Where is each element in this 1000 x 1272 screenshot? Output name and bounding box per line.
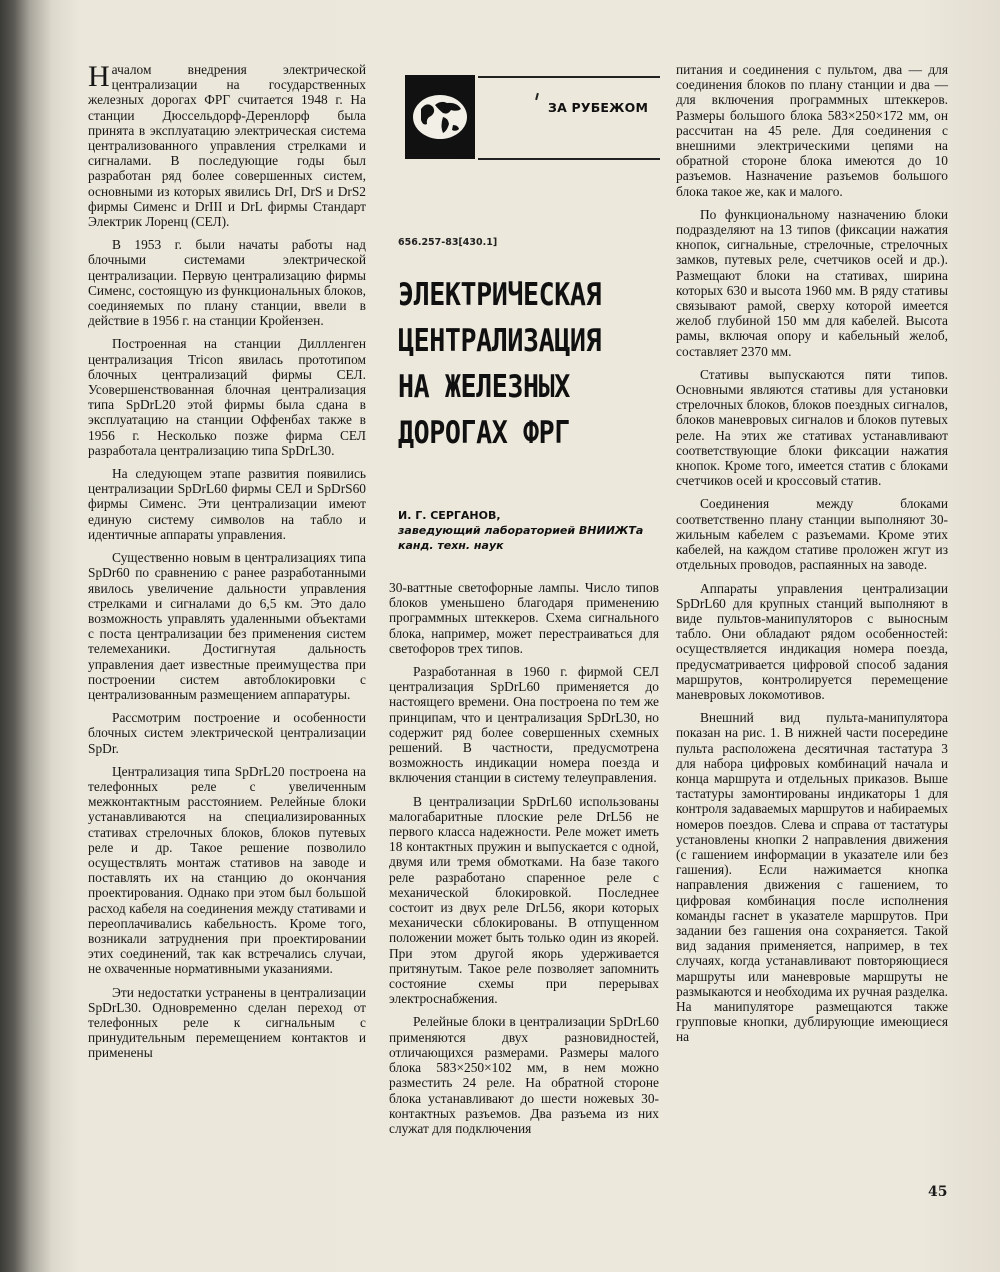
column-3 (676, 62, 948, 1212)
paragraph: Стативы выпускаются пяти типов. Основными являются стативы для установки стрелочных блоков, блоков поездных сигналов, блоков маневровых сигналов и блоков путевых реле. На этих же стативах устанавливают соответствующие блоки фиксации нажатия кнопок. Кроме того, имеется статив с блоками счетчиков осей и кроссовый статив. (676, 366, 948, 489)
paragraph: Эти недостатки устранены в централизации SpDrL30. Одновременно сделан переход от телефонных реле к сигнальным с принудительным перемещением контактов и применены (88, 984, 366, 1061)
headline-line-4: ДОРОГАХ ФРГ (398, 415, 570, 451)
rubric-top-rule (478, 76, 660, 78)
world-map-icon (405, 75, 475, 159)
paragraph: Соединения между блоками соответственно плану станции выполняют 30-жильным кабелем с разъемами. Кроме этих кабелей, на каждом стативе проложен жгут из отдельных проводов, распаянных на заводе. (676, 496, 948, 573)
paragraph: питания и соединения с пультом, два — для соединения блоков по плану станции и два — для включения программных штеккеров. Размеры большого блока 583×250×172 мм, он рассчитан на 45 реле. Для соединения с внешними электрическими цепями на обратной стороне блока имеются до 10 разъемов. Назначение разъемов большого блока такое же, как и малого. (676, 62, 948, 199)
page-number: 45 (928, 1184, 948, 1200)
paragraph: В 1953 г. были начаты работы над блочными системами электрической централизации. Первую централизацию фирмы Сименс, состоящую из функциональных блоков, соединяемых по плану станции, ввели в действие в 1956 г. на станции Кройензен. (88, 237, 366, 329)
author-degree: канд. техн. наук (398, 539, 504, 552)
paragraph: Внешний вид пульта-манипулятора показан на рис. 1. В нижней части посередине пульта расположена десятичная тастатура 3 для набора цифровых комбинаций начала и конца маршрута и отдельных приказов. Выше тастатуры замонтированы индикаторы 1 для контроля задаваемых маршрутов и набираемых номеров поездов. Слева и справа от тастатуры установлены кнопки 2 направления движения (с гашением информации в указателе или без гашения). Если нажимается кнопка направления движения с гашением, то цифровая комбинация после исполнения команды гаснет в указателе маршрутов. При задании без гашения она сохраняется. Такой вид задания применяется, например, в тех случаях, когда устанавливают повторяющиеся маршруты или маневровые маршруты не размыкаются и необходима их ручная разделка. На манипуляторе размещаются также групповые кнопки, дублирующие имеющиеся на (676, 710, 949, 1045)
column-1 (88, 62, 366, 1212)
paragraph: В централизации SpDrL60 использованы малогабаритные плоские реле DrL56 не первого класса надежности. Реле может иметь 18 контактных пружин и выпускается с одной, двумя или тремя обмотками. На базе такого реле разработано спаренное реле с механической блокировкой. Последнее состоит из двух реле DrL56, якори которых механически сблокированы. В отпущенном положении может быть только один из якорей. При этом другой якорь удерживается притянутым. Такое реле позволяет запомнить состояние схемы при перерывах электроснабжения. (389, 793, 659, 1007)
headline-line-1: ЭЛЕКТРИЧЕСКАЯ (398, 277, 602, 313)
rubric-bottom-rule (478, 158, 660, 160)
rubric-label: ЗА РУБЕЖОМ (548, 100, 649, 115)
headline-line-3: НА ЖЕЛЕЗНЫХ (398, 369, 570, 405)
paragraph: Построенная на станции Диллленген централизация Tricon явилась прототипом блочных централизаций фирмы СЕЛ. Усовершенствованная блочная централизация типа SpDrL20 этой фирмы была сдана в эксплуатацию на станции Оффенбах также в 1956 г. Несколько позже фирма СЕЛ разработала централизацию типа SpDrL30. (88, 336, 366, 458)
drop-cap: Н (88, 60, 110, 93)
paragraph: 30-ваттные светофорные лампы. Число типов блоков уменьшено благодаря применению программных штеккеров. Схема сигнального блока, например, может перестраиваться для светофоров трех типов. (389, 580, 659, 656)
column-2 (389, 580, 659, 1210)
paragraph: Разработанная в 1960 г. фирмой СЕЛ централизация SpDrL60 применяется до настоящего времени. Она построена по тем же принципам, что и централизация SpDrL30, но содержит ряд более совершенных схемных решений. В частности, предусмотрена возможность индикации номера поезда и включения станции в систему телеуправления. (389, 664, 659, 786)
rubric-mark (535, 93, 539, 100)
paragraph: Аппараты управления централизации SpDrL60 для крупных станций выполняют в виде пультов-манипуляторов с выносным табло. Они обладают рядом особенностей: осуществляется индикация номера поезда, предусматривается цифровой способ задания маршрутов, контролируется перемещение маневровых локомотивов. (676, 580, 948, 702)
headline-line-2: ЦЕНТРАЛИЗАЦИЯ (398, 323, 602, 359)
paragraph: Централизация типа SpDrL20 построена на телефонных реле с увеличенным межконтактным расстоянием. Релейные блоки устанавливаются на специализированных стативах стрелочных блоков, блоков путевых реле и др. Такое решение позволило осуществлять монтаж стативов на заводе и поставлять их на станцию до окончания проектирования. Однако при этом был большой расход кабеля на соединения между стативами и переоплачивались кабельность. Кроме того, возникали затруднения при проектировании этих соединений, так как встречались случаи, не охваченные нормативными указаниями. (88, 763, 366, 977)
paragraph: По функциональному назначению блоки подразделяют на 13 типов (фиксации нажатия кнопок, сигнальные, стрелочные, стрелочных замков, путевых реле, счетчиков осей и др.). Размещают блоки на стативах, ширина которых 630 и высота 1960 мм. В ряду стативы связывают рамой, сверху которой имеется желоб глубиной 150 мм для кабелей. Высота рамы, включая опору и кабельный желоб, составляет 2370 мм. (676, 206, 948, 359)
paragraph: Релейные блоки в централизации SpDrL60 применяются двух разновидностей, отличающихся размерами. Размеры малого блока 583×250×102 мм, в нем можно разместить 24 реле. На обратной стороне блока устанавливают до шести ножевых 30-контактных разъемов. Два разъема из них служат для подключения (389, 1014, 659, 1136)
paragraph: На следующем этапе развития появились централизации SpDrL60 фирмы СЕЛ и SpDrS60 фирмы Сименс. Эти централизации имеют единую систему символов на табло и идентичные аппараты управления. (88, 466, 366, 542)
paragraph: Началом внедрения электрической централизации на государственных железных дорогах ФРГ считается 1948 г. На станции Дюссельдорф-Деренлорф была принята в эксплуатацию электрическая система централизованного управления стрелками и сигналами. В последующие годы был разработан ряд более совершенных систем, основными из которых явились DrI, DrS и DrS2 фирмы Сименс и DrIII и DrL фирмы Стандарт Электрик Лоренц (СЕЛ). (88, 60, 366, 230)
udc-code: 656.257-83[430.1] (398, 237, 498, 248)
author-name: И. Г. СЕРГАНОВ, (398, 509, 501, 522)
author-role: заведующий лабораторией ВНИИЖТа (398, 524, 644, 537)
article-headline (398, 272, 630, 456)
paragraph: Существенно новым в централизациях типа SpDr60 по сравнению с ранее разработанными явилось увеличение дальности управления стрелками и сигналами до 6,5 км. Это дало возможность управлять удаленными объектами с поста централизации без применения систем телемеханики. Достигнутая дальность управления дает известные преимущества при построении систем автоблокировки с централизованным размещением аппаратуры. (88, 550, 366, 702)
paragraph: Рассмотрим построение и особенности блочных систем электрической централизации SpDr. (88, 710, 366, 756)
author-block (398, 508, 668, 553)
